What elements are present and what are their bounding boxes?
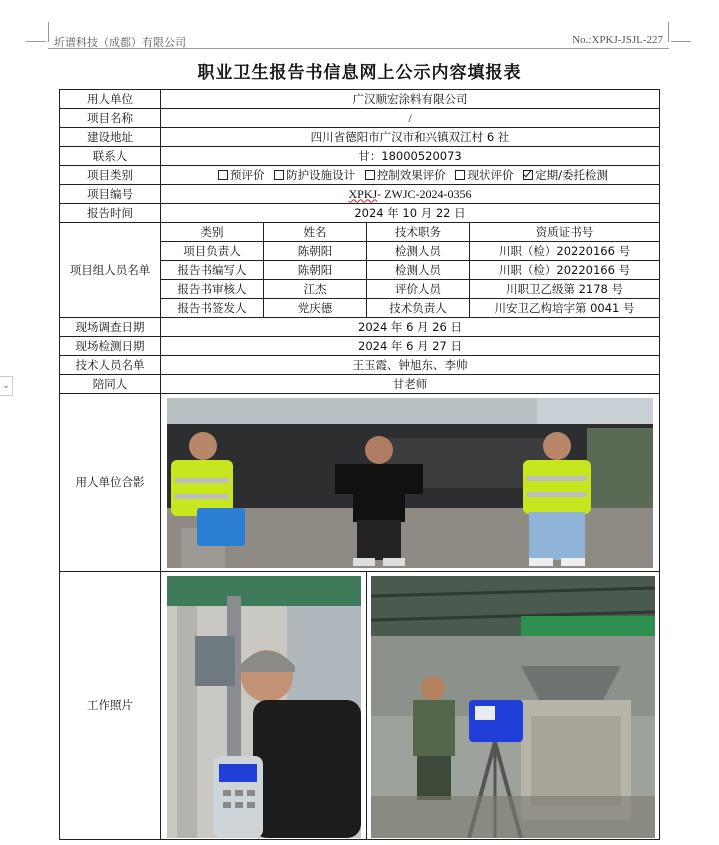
report-form-table: [59, 89, 660, 840]
team-name: 陈朝阳: [264, 261, 367, 280]
address-label: 建设地址: [60, 128, 161, 147]
project-number-label: 项目编号: [60, 185, 161, 204]
team-title: 评价人员: [367, 280, 470, 299]
row-group-photo: [60, 394, 660, 572]
team-header-row: [60, 223, 660, 242]
row-category: [60, 166, 660, 185]
group-photo: [167, 398, 653, 568]
work-photo-1-image: [167, 576, 361, 838]
site-test-value: 2024 年 6 月 27 日: [161, 337, 660, 356]
category-label: 项目类别: [60, 166, 161, 185]
row-address: [60, 128, 660, 147]
tech-staff-value: 王玉霞、钟旭东、李帅: [161, 356, 660, 375]
contact-value: 甘：18000520073: [161, 147, 660, 166]
crop-mark-top-right: [668, 22, 669, 42]
row-project-number: [60, 185, 660, 204]
team-cert: 川职卫乙级第 2178 号: [470, 280, 660, 299]
team-role: 报告书审核人: [161, 280, 264, 299]
work-photo-cell-2: [367, 572, 660, 840]
header-company: 圻谱科技（成都）有限公司: [54, 36, 186, 49]
team-role: 报告书编写人: [161, 261, 264, 280]
work-photo-2: [371, 576, 655, 838]
team-title: 检测人员: [367, 242, 470, 261]
address-value: 四川省德阳市广汉市和兴镇双江村 6 社: [161, 128, 660, 147]
row-employer: [60, 90, 660, 109]
project-number-value: [161, 185, 660, 204]
escort-label: 陪同人: [60, 375, 161, 394]
report-date-label: 报告时间: [60, 204, 161, 223]
project-name-label: 项目名称: [60, 109, 161, 128]
option-pre-evaluation: 预评价: [230, 167, 265, 182]
header-doc-number: No.:XPKJ-JSJL-227: [572, 34, 663, 46]
page-title: 职业卫生报告书信息网上公示内容填报表: [197, 63, 522, 83]
checkbox-protection-design[interactable]: [274, 170, 284, 180]
team-label: 项目组人员名单: [60, 223, 161, 318]
option-control-effect: 控制效果评价: [376, 167, 446, 182]
team-role: 报告书签发人: [161, 299, 264, 318]
team-header-title: 技术职务: [367, 223, 470, 242]
team-title: 检测人员: [367, 261, 470, 280]
team-name: 党庆德: [264, 299, 367, 318]
row-site-test: [60, 337, 660, 356]
site-survey-label: 现场调查日期: [60, 318, 161, 337]
team-title: 技术负责人: [367, 299, 470, 318]
option-protection-design: 防护设施设计: [286, 167, 356, 182]
checkbox-current-status[interactable]: [455, 170, 465, 180]
work-photo-cell-1: [161, 572, 367, 840]
crop-mark-top-left: [48, 22, 49, 42]
team-role: 项目负责人: [161, 242, 264, 261]
work-photo-1: [167, 576, 361, 838]
group-photo-cell: [161, 394, 660, 572]
chevron-down-icon[interactable]: ⌄: [0, 376, 13, 396]
work-photo-label: 工作照片: [60, 572, 161, 840]
team-cert: 川安卫乙构培字第 0041 号: [470, 299, 660, 318]
header-rule: [48, 48, 669, 49]
escort-value: 甘老师: [161, 375, 660, 394]
checkbox-pre-evaluation[interactable]: [218, 170, 228, 180]
checkbox-control-effect[interactable]: [365, 170, 375, 180]
team-name: 陈朝阳: [264, 242, 367, 261]
employer-value: 广汉顺宏涂料有限公司: [161, 90, 660, 109]
group-photo-image: [167, 398, 653, 568]
row-escort: [60, 375, 660, 394]
employer-label: 用人单位: [60, 90, 161, 109]
team-cert: 川职（检）20220166 号: [470, 242, 660, 261]
row-project-name: [60, 109, 660, 128]
row-contact: [60, 147, 660, 166]
site-survey-value: 2024 年 6 月 26 日: [161, 318, 660, 337]
project-number-rest: - ZWJC-2024-0356: [377, 186, 472, 201]
category-options: [161, 166, 660, 185]
crop-mark-top-left-h: [26, 41, 46, 42]
contact-label: 联系人: [60, 147, 161, 166]
tech-staff-label: 技术人员名单: [60, 356, 161, 375]
team-header-name: 姓名: [264, 223, 367, 242]
option-current-status: 现状评价: [467, 167, 514, 182]
row-site-survey: [60, 318, 660, 337]
group-photo-label: 用人单位合影: [60, 394, 161, 572]
work-photo-2-image: [371, 576, 655, 838]
checkbox-periodic-testing[interactable]: [523, 170, 533, 180]
team-cert: 川职（检）20220166 号: [470, 261, 660, 280]
team-header-cert: 资质证书号: [470, 223, 660, 242]
site-test-label: 现场检测日期: [60, 337, 161, 356]
report-date-value: 2024 年 10 月 22 日: [161, 204, 660, 223]
team-name: 江杰: [264, 280, 367, 299]
row-tech-staff: [60, 356, 660, 375]
project-number-prefix: XPKJ: [348, 186, 378, 201]
row-report-date: [60, 204, 660, 223]
row-work-photos: [60, 572, 660, 840]
team-header-category: 类别: [161, 223, 264, 242]
crop-mark-top-right-h: [671, 41, 691, 42]
option-periodic-testing: 定期/委托检测: [535, 167, 608, 182]
project-name-value: /: [161, 109, 660, 128]
